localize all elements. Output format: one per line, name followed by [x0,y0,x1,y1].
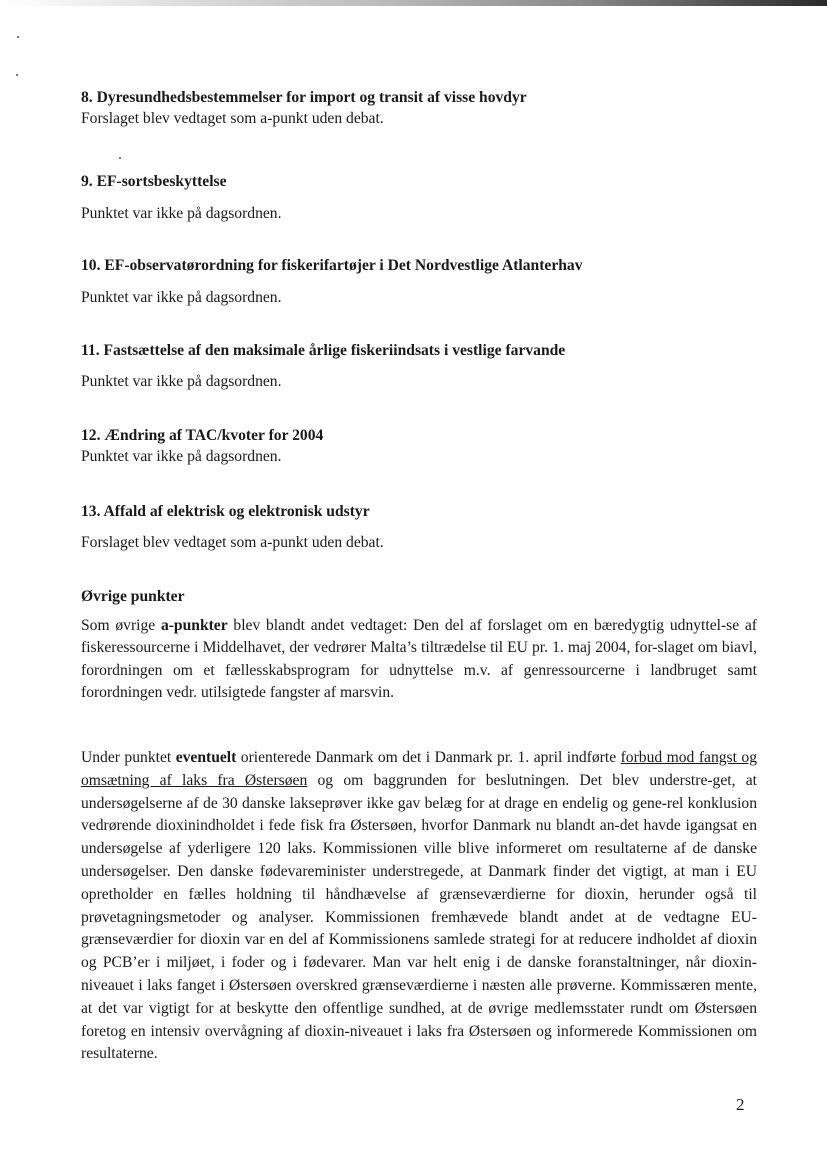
a-points-intro: Som øvrige [81,616,161,634]
a-points-text: blev blandt andet vedtaget: Den del af forslaget om en bæredygtig udnyttel-se af fiskeressourcerne i Middelhavet, der vedrører Malta’s tiltrædelse til EU pr. 1. maj 2004, for-slaget om biavl, forordningen om et fællesskabsprogram for udnyttelse m.v. af genressourcerne i landbruget samt forordningen vedr. utilsigtede fangster af marsvin. [81,616,758,701]
a-points-paragraph [81,615,757,705]
section-heading: 8. Dyresundhedsbestemmelser for import og transit af visse hovdyr [81,89,527,106]
section-heading: 13. Affald af elektrisk og elektronisk udstyr [81,503,370,520]
other-points-heading: Øvrige punkter [81,588,185,605]
scan-speck [16,74,18,76]
section-heading: 9. EF-sortsbeskyttelse [81,173,227,190]
section-text: Punktet var ikke på dagsordnen. [81,288,282,306]
scan-top-edge [0,0,827,6]
other-points [81,587,757,705]
section-11 [81,341,757,392]
scan-speck [119,157,121,159]
section-13 [81,502,757,553]
section-text: Punktet var ikke på dagsordnen. [81,204,282,222]
section-12 [81,426,757,467]
eventuelt-intro: Under punktet [81,749,176,766]
section-text: Forslaget blev vedtaget som a-punkt uden debat. [81,533,384,551]
section-10 [81,256,757,308]
eventuelt-section [81,747,757,1066]
section-text: Punktet var ikke på dagsordnen. [81,447,282,465]
eventuelt-paragraph [81,747,757,1066]
section-text: Forslaget blev vedtaget som a-punkt uden debat. [81,109,384,127]
section-heading: 12. Ændring af TAC/kvoter for 2004 [81,427,324,444]
eventuelt-bold: eventuelt [175,749,237,766]
scan-speck [17,36,19,38]
section-9 [81,172,757,224]
section-heading: 10. EF-observatørordning for fiskerifartøjer i Det Nordvestlige Atlanterhav [81,257,583,274]
eventuelt-text-1: orienterede Danmark om det i Danmark pr. 1. april indførte [236,749,621,766]
section-8 [81,88,757,129]
page-number: 2 [736,1095,745,1114]
eventuelt-text-2: og om baggrunden for beslutningen. Det blev understre-get, at undersøgelserne af de 30 danske lakseprøver ikke gav belæg for at drage en endelig og gene-rel konklusion vedrørende dioxinindholdet i fede fisk fra Østersøen, hvorfor Danmark nu blandt an-det havde igangsat en undersøgelse af yderligere 120 laks. Kommissionen ville blive informeret om resultaterne af de danske undersøgelser. Den danske fødevareminister understregede, at Danmark finder det vigtigt, at man i EU opretholder en fælles holdning til håndhævelse af grænseværdierne for dioxin, herunder også til prøvetagningsmetoder og analyser. Kommissionen fremhævede blandt andet at de vedtagne EU-grænseværdier for dioxin var en del af Kommissionens samlede strategi for at reducere indholdet af dioxin og PCB’er i miljøet, i foder og i fødevarer. Man var helt enig i de danske foranstaltninger, når dioxin-niveauet i laks fanget i Østersøen overskred grænseværdierne i næsten alle prøverne. Kommissæren mente, at det var vigtigt for at beskytte den offentlige sundhed, at de øvrige medlemsstater rundt om Østersøen foretog en intensiv overvågning af dioxin-niveauet i laks fra Østersøen og informerede Kommissionen om resultaterne. [81,771,757,1063]
underlined-ban-text: forbud mod fangst og omsætning af laks fra Østersøen [81,749,757,789]
section-heading: 11. Fastsættelse af den maksimale årlige fiskeriindsats i vestlige farvande [81,342,566,359]
a-points-bold: a-punkter [160,616,228,634]
section-text: Punktet var ikke på dagsordnen. [81,372,282,390]
